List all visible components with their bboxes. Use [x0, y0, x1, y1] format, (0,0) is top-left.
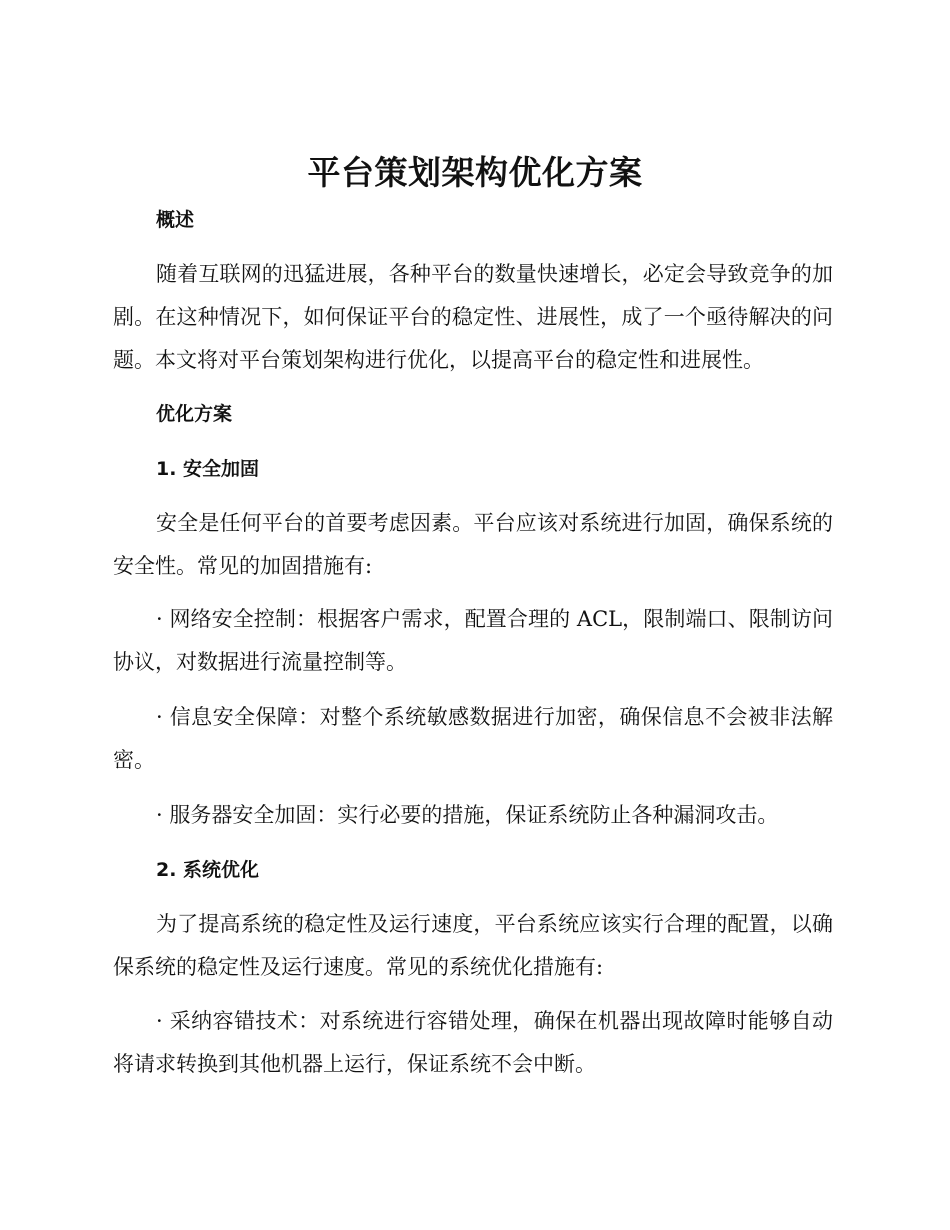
security-list-item: · 服务器安全加固：实行必要的措施，保证系统防止各种漏洞攻击。 — [156, 803, 779, 827]
section-heading-system: 2. 系统优化 — [156, 859, 260, 881]
overview-paragraph: 随着互联网的迅猛进展，各种平台的数量快速增长，必定会导致竞争的加剧。在这种情况下，如何保证平台的稳定性、进展性，成了一个亟待解决的问题。本文将对平台策划架构进行优化，以提高平台的稳定性和进展性。 — [113, 262, 833, 372]
section-heading-security: 1. 安全加固 — [156, 458, 260, 480]
security-list-item: · 网络安全控制：根据客户需求，配置合理的 ACL，限制端口、限制访问协议，对数据进行流量控制等。 — [113, 607, 833, 674]
system-intro-paragraph: 为了提高系统的稳定性及运行速度，平台系统应该实行合理的配置，以确保系统的稳定性及运行速度。常见的系统优化措施有: — [113, 912, 833, 979]
document-title: 平台策划架构优化方案 — [307, 153, 643, 192]
system-list-item: · 采纳容错技术：对系统进行容错处理，确保在机器出现故障时能够自动将请求转换到其他机器上运行，保证系统不会中断。 — [113, 1009, 833, 1076]
security-list-item: · 信息安全保障：对整个系统敏感数据进行加密，确保信息不会被非法解密。 — [113, 705, 833, 772]
security-intro-paragraph: 安全是任何平台的首要考虑因素。平台应该对系统进行加固，确保系统的安全性。常见的加固措施有: — [113, 511, 833, 578]
section-heading-overview: 概述 — [156, 209, 195, 231]
section-heading-plan: 优化方案 — [156, 403, 233, 425]
